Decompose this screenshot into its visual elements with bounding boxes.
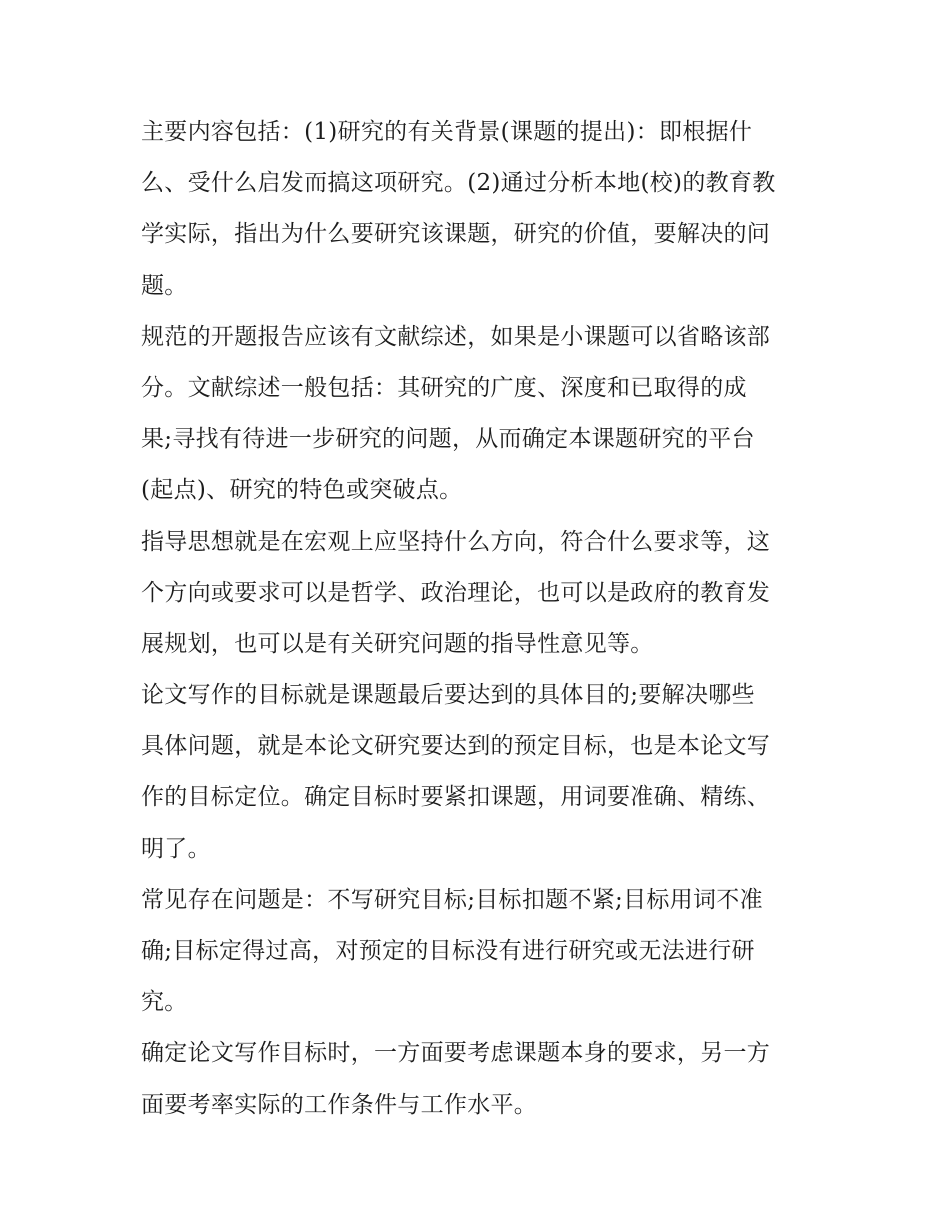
text-line: 分。文献综述一般包括：其研究的广度、深度和已取得的成: [141, 374, 747, 401]
text-line: 究。: [141, 989, 188, 1016]
document-body: [141, 107, 813, 1131]
text-line: 果;寻找有待进一步研究的问题，从而确定本课题研究的平台: [141, 426, 755, 453]
text-line: 题。: [141, 272, 188, 299]
text-line: 具体问题，就是本论文研究要达到的预定目标，也是本论文写: [141, 733, 771, 760]
text-line: 确;目标定得过高，对预定的目标没有进行研究或无法进行研: [141, 938, 755, 964]
text-line: 确定论文写作目标时，一方面要考虑课题本身的要求，另一方: [141, 1040, 771, 1067]
paragraph-literature-review: [141, 312, 813, 517]
text-line: 主要内容包括：(1)研究的有关背景(课题的提出)：即根据什: [141, 119, 753, 145]
paragraph-common-problems: [141, 875, 813, 1029]
text-line: 作的目标定位。确定目标时要紧扣课题，用词要准确、精练、: [141, 784, 771, 811]
text-line: 个方向或要求可以是哲学、政治理论，也可以是政府的教育发: [141, 579, 771, 606]
paragraph-writing-goals: [141, 670, 813, 875]
paragraph-main-content: [141, 107, 813, 312]
text-line: 指导思想就是在宏观上应坚持什么方向，符合什么要求等，这: [141, 528, 771, 555]
text-line: 明了。: [141, 835, 211, 862]
text-line: 常见存在问题是：不写研究目标;目标扣题不紧;目标用词不准: [141, 886, 763, 913]
text-line: (起点)、研究的特色或突破点。: [141, 477, 463, 504]
text-line: 么、受什么启发而搞这项研究。(2)通过分析本地(校)的教育教: [141, 170, 776, 197]
paragraph-determine-goals: [141, 1028, 813, 1130]
text-line: 规范的开题报告应该有文献综述，如果是小课题可以省略该部: [141, 323, 771, 350]
text-line: 论文写作的目标就是课题最后要达到的具体目的;要解决哪些: [141, 682, 755, 709]
paragraph-guiding-ideology: [141, 517, 813, 671]
text-line: 面要考率实际的工作条件与工作水平。: [141, 1091, 538, 1118]
text-line: 展规划，也可以是有关研究问题的指导性意见等。: [141, 630, 654, 657]
text-line: 学实际，指出为什么要研究该课题，研究的价值，要解决的问: [141, 221, 771, 248]
